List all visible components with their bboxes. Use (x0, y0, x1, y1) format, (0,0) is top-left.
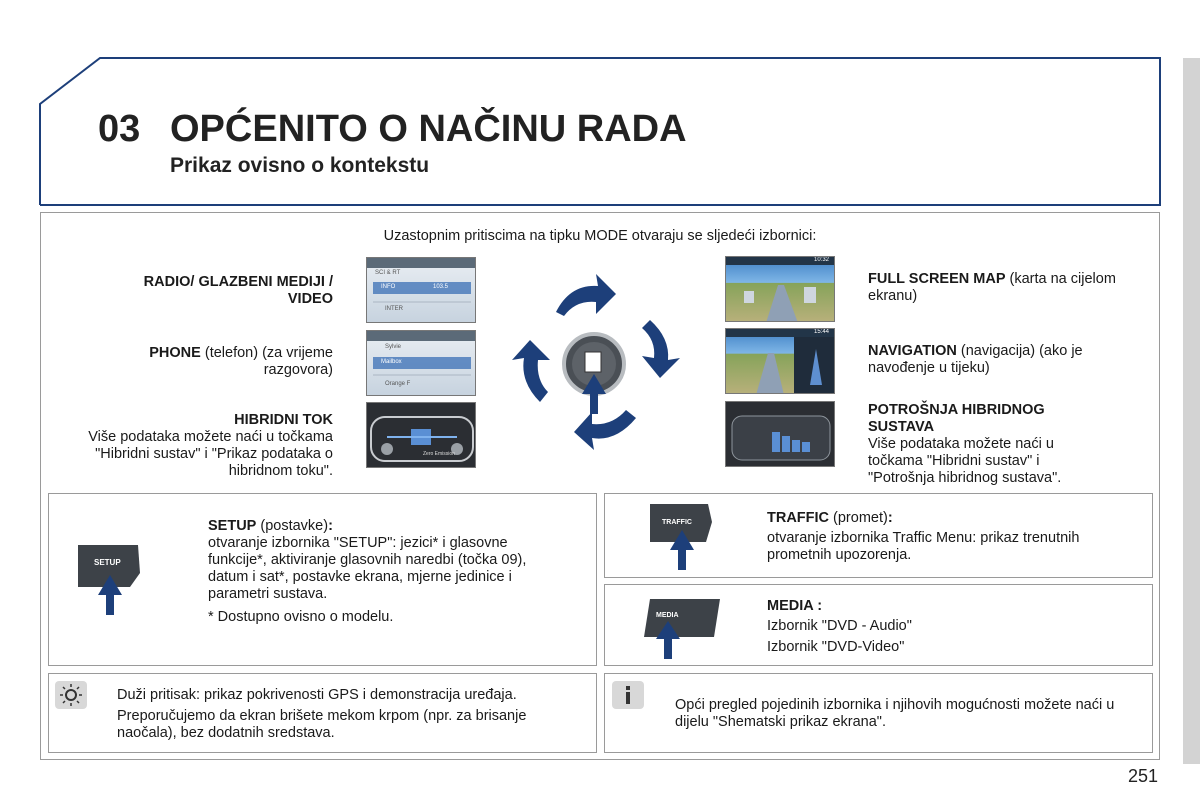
chapter-number: 03 (98, 108, 141, 150)
media-line1: Izbornik "DVD - Audio" (767, 618, 912, 634)
tip-text (117, 687, 587, 742)
screen-radio-line1: SCI & RT (375, 270, 401, 276)
label-consumption-desc: Više podataka možete naći u točkama "Hibridni sustav" i "Potrošnja hibridnog sustava". (868, 436, 1062, 486)
screen-radio-line2: INFO (381, 284, 396, 290)
traffic-colon: : (887, 510, 893, 526)
tip-line1: Duži pritisak: prikaz pokrivenosti GPS i demonstracija uređaja. (117, 687, 517, 703)
arrow-bottom-icon (574, 410, 636, 450)
label-nav-title: NAVIGATION (868, 343, 957, 359)
screen-navigation (725, 328, 835, 394)
media-button-label: MEDIA (656, 612, 679, 619)
arrow-left-icon (512, 340, 550, 402)
intro-text: Uzastopnim pritiscima na tipku MODE otvaraju se sljedeći izbornici: (383, 228, 817, 244)
screen-phone-line2: Mailbox (381, 359, 402, 365)
page-number: 251 (1128, 766, 1159, 786)
traffic-button-image[interactable] (648, 502, 714, 570)
media-text (767, 598, 1137, 656)
label-radio-title: RADIO/ GLAZBENI MEDIJI / VIDEO (143, 274, 333, 307)
media-line2: Izbornik "DVD-Video" (767, 639, 905, 655)
label-phone (110, 345, 333, 379)
setup-button-image[interactable] (74, 543, 144, 615)
screen-nav-time: 15:44 (814, 329, 830, 335)
label-flow-desc: Više podataka možete naći u točkama "Hibridni sustav" i "Prikaz podataka o hibridnom toku". (88, 429, 333, 479)
screen-hybrid-flow (366, 402, 476, 468)
light-bulb-icon (55, 681, 87, 709)
setup-colon: : (328, 518, 333, 534)
setup-title-suffix: (postavke) (256, 518, 329, 534)
label-fullmap (868, 271, 1138, 305)
traffic-title: TRAFFIC (767, 510, 830, 526)
screen-fullmap (725, 256, 835, 322)
label-phone-desc: (telefon) (za vrijeme razgovora) (200, 345, 333, 378)
setup-title: SETUP (208, 518, 257, 534)
info-icon (612, 681, 644, 709)
screen-radio-line3: 103.5 (433, 284, 449, 290)
arrow-right-icon (642, 320, 680, 378)
screen-phone-line3: Orange F (385, 381, 411, 387)
label-nav-desc: (navigacija) (ako je navođenje u tijeku) (868, 343, 1083, 376)
traffic-title-suffix: (promet) (829, 510, 888, 526)
screen-flow-label: Zero Emission (423, 451, 455, 457)
traffic-text (767, 510, 1137, 564)
screen-phone (366, 330, 476, 396)
setup-button-label: SETUP (94, 558, 121, 567)
page-title: OPĆENITO O NAČINU RADA (170, 108, 687, 150)
label-consumption-title: POTROŠNJA HIBRIDNOG SUSTAVA (868, 402, 1045, 435)
mode-cycle-arrows (490, 262, 700, 462)
label-phone-title: PHONE (149, 345, 201, 361)
label-consumption (868, 402, 1108, 487)
screen-radio-line4: INTER (385, 306, 403, 312)
setup-text (208, 518, 568, 626)
sidebar-strip (1183, 58, 1200, 764)
label-fullmap-title: FULL SCREEN MAP (868, 271, 1006, 287)
page-subtitle: Prikaz ovisno o kontekstu (170, 154, 430, 177)
screen-phone-line1: Sylvie (385, 344, 402, 350)
label-flow-title: HIBRIDNI TOK (234, 412, 333, 428)
media-button-image[interactable] (642, 597, 722, 661)
traffic-body: otvaranje izbornika Traffic Menu: prikaz trenutnih prometnih upozorenja. (767, 530, 1080, 563)
screen-radio (366, 257, 476, 323)
media-title: MEDIA : (767, 598, 823, 614)
tip-line2: Preporučujemo da ekran brišete mekom krpom (npr. za brisanje naočala), bez dodatnih sredstava. (117, 708, 527, 741)
arrow-top-icon (556, 274, 616, 316)
setup-note: * Dostupno ovisno o modelu. (208, 609, 394, 625)
label-nav (868, 343, 1138, 377)
label-radio (110, 274, 333, 308)
setup-body: otvaranje izbornika "SETUP": jezici* i glasovne funkcije*, aktiviranje glasovnih naredbi (točka 09), datum i sat*, postavke ekrana, mjerne jedinice i parametri sustava. (208, 535, 527, 602)
label-fullmap-desc: (karta na cijelom ekranu) (868, 271, 1116, 304)
traffic-button-label: TRAFFIC (662, 519, 692, 526)
screen-consumption (725, 401, 835, 467)
screen-fullmap-time: 10:32 (814, 257, 830, 263)
label-flow (80, 412, 333, 480)
info-text: Opći pregled pojedinih izbornika i njihovih mogućnosti možete naći u dijelu "Shematski prikaz ekrana". (675, 697, 1115, 730)
